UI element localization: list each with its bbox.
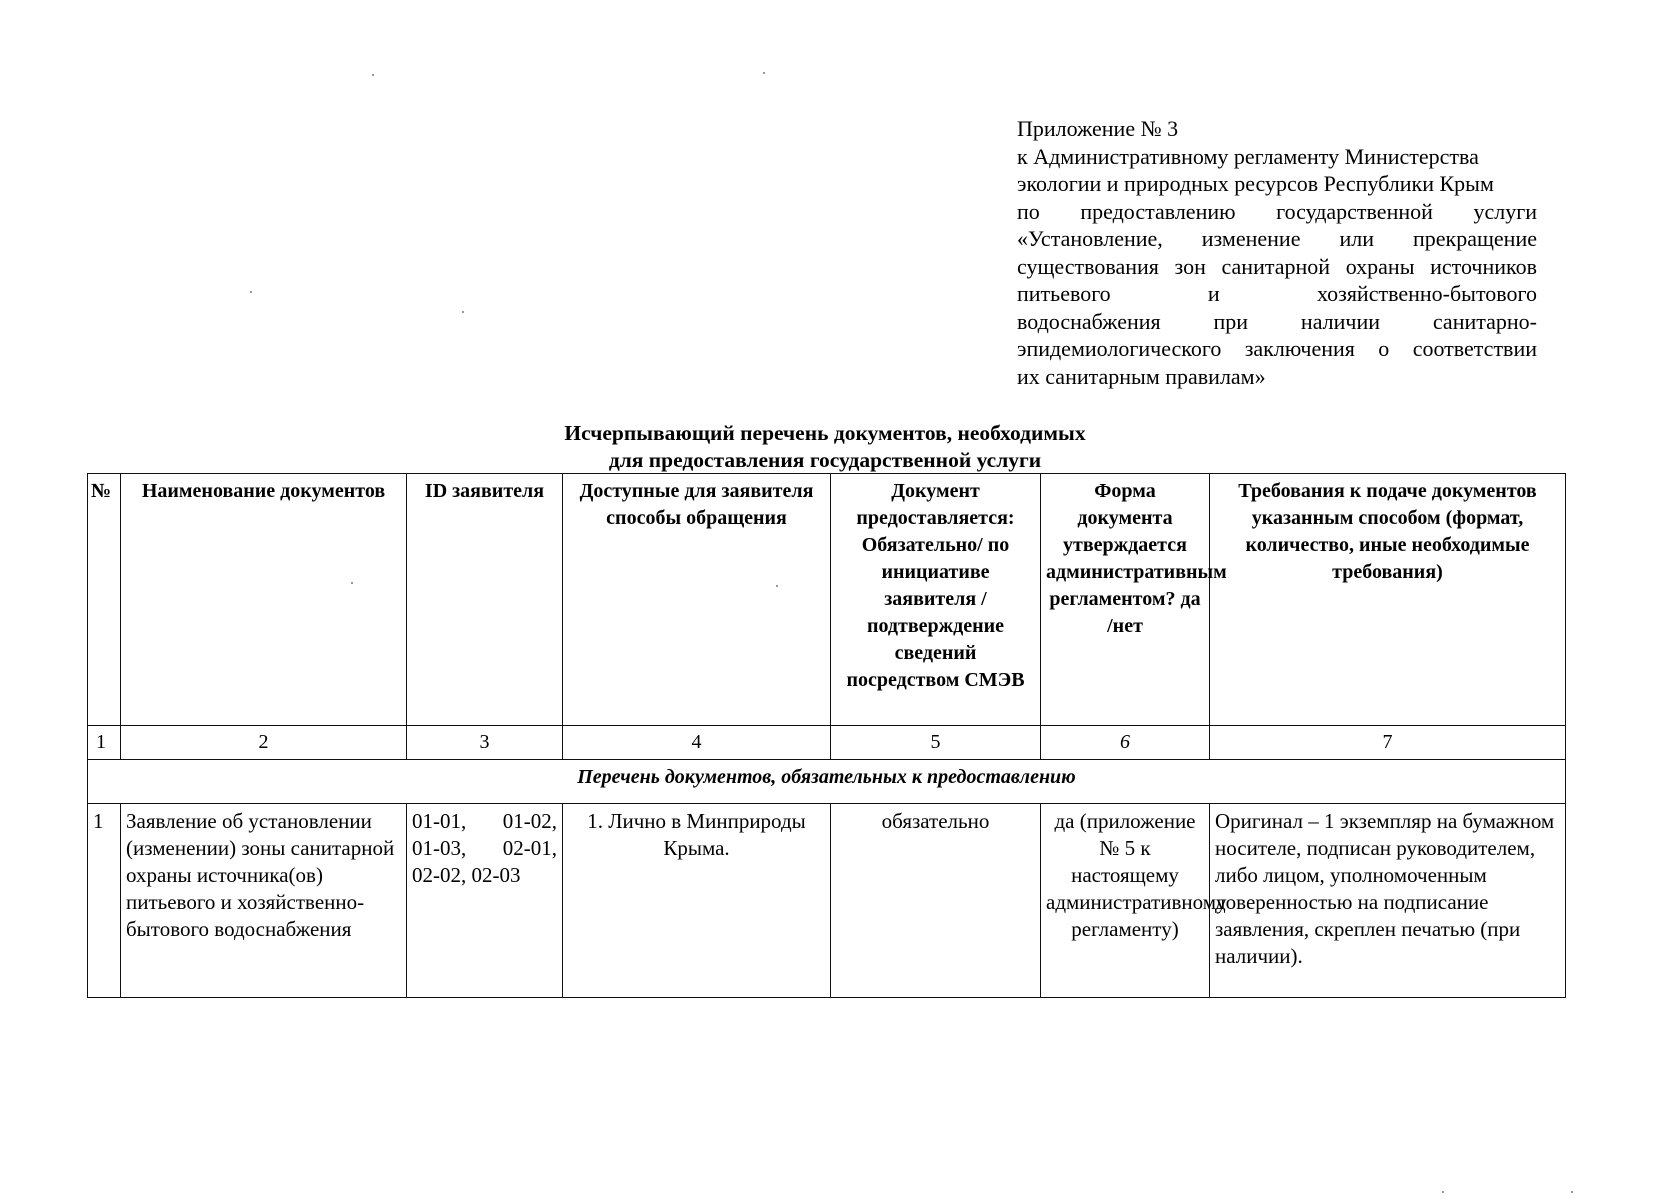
column-number: 5: [831, 726, 1041, 760]
form-approved: да (приложение № 5 к настоящему административному регламенту): [1041, 804, 1210, 998]
applicant-ids-line: 01-03, 02-01,: [412, 836, 557, 860]
appendix-line: существования зон санитарной охраны источников: [1017, 253, 1537, 279]
column-number: 3: [407, 726, 563, 760]
scan-speck: [351, 582, 353, 584]
appendix-line: эпидемиологического заключения о соответствии: [1017, 336, 1537, 361]
scan-speck: [776, 585, 778, 587]
appendix-line: водоснабжения при наличии санитарно-: [1017, 308, 1537, 334]
header-form-approved: Форма документа утверждается административным регламентом? да /нет: [1041, 474, 1210, 726]
applicant-ids-line: 02-02, 02-03: [412, 863, 521, 887]
request-methods: 1. Лично в Минприроды Крыма.: [563, 804, 831, 998]
column-number: 6: [1041, 726, 1210, 760]
column-number: 2: [121, 726, 407, 760]
applicant-ids: [407, 804, 563, 998]
documents-table: [87, 473, 1566, 998]
provision-type: обязательно: [831, 804, 1041, 998]
appendix-line: Приложение № 3: [1017, 116, 1179, 141]
scan-speck: [250, 291, 252, 293]
document-title: [300, 420, 1350, 474]
applicant-ids-line: 01-01, 01-02,: [412, 809, 557, 833]
header-document-name: Наименование документов: [121, 474, 407, 726]
header-row: [88, 474, 1566, 726]
column-number: 7: [1210, 726, 1566, 760]
header-number: №: [88, 474, 121, 726]
scan-speck: [1442, 1191, 1444, 1193]
submission-requirements: Оригинал – 1 экземпляр на бумажном носителе, подписан руководителем, либо лицом, уполномоченным доверенностью на подписание заявления, скреплен печатью (при наличии).: [1210, 804, 1566, 998]
appendix-line: по предоставлению государственной услуги: [1017, 198, 1537, 224]
title-line-2: для предоставления государственной услуги: [608, 448, 1042, 472]
appendix-line: питьевого и хозяйственно-бытового: [1017, 281, 1537, 306]
column-number: 4: [563, 726, 831, 760]
header-provision-type: Документ предоставляется: Обязательно/ по инициативе заявителя /подтверждение сведений посредством СМЭВ: [831, 474, 1041, 726]
scan-speck: [462, 311, 464, 313]
section-row: [88, 760, 1566, 804]
document-name: Заявление об установлении (изменении) зоны санитарной охраны источника(ов) питьевого и хозяйственно-бытового водоснабжения: [121, 804, 407, 998]
appendix-block: [1017, 115, 1537, 390]
header-requirements: Требования к подаче документов указанным способом (формат, количество, иные необходимые требования): [1210, 474, 1566, 726]
appendix-line: экологии и природных ресурсов Республики Крым: [1017, 171, 1494, 196]
scan-speck: [372, 74, 374, 76]
header-applicant-id: ID заявителя: [407, 474, 563, 726]
appendix-line: к Административному регламенту Министерства: [1017, 143, 1479, 169]
appendix-line: «Установление, изменение или прекращение: [1017, 226, 1537, 251]
appendix-line: их санитарным правилам»: [1017, 363, 1266, 389]
title-line-1: Исчерпывающий перечень документов, необходимых: [564, 421, 1086, 445]
header-request-methods: Доступные для заявителя способы обращения: [563, 474, 831, 726]
row-number: 1: [88, 804, 121, 998]
table-row: [88, 804, 1566, 998]
scan-speck: [1571, 1191, 1573, 1193]
section-title: Перечень документов, обязательных к предоставлению: [88, 760, 1566, 804]
scan-speck: [763, 72, 765, 74]
column-number: 1: [88, 726, 121, 760]
column-number-row: [88, 726, 1566, 760]
